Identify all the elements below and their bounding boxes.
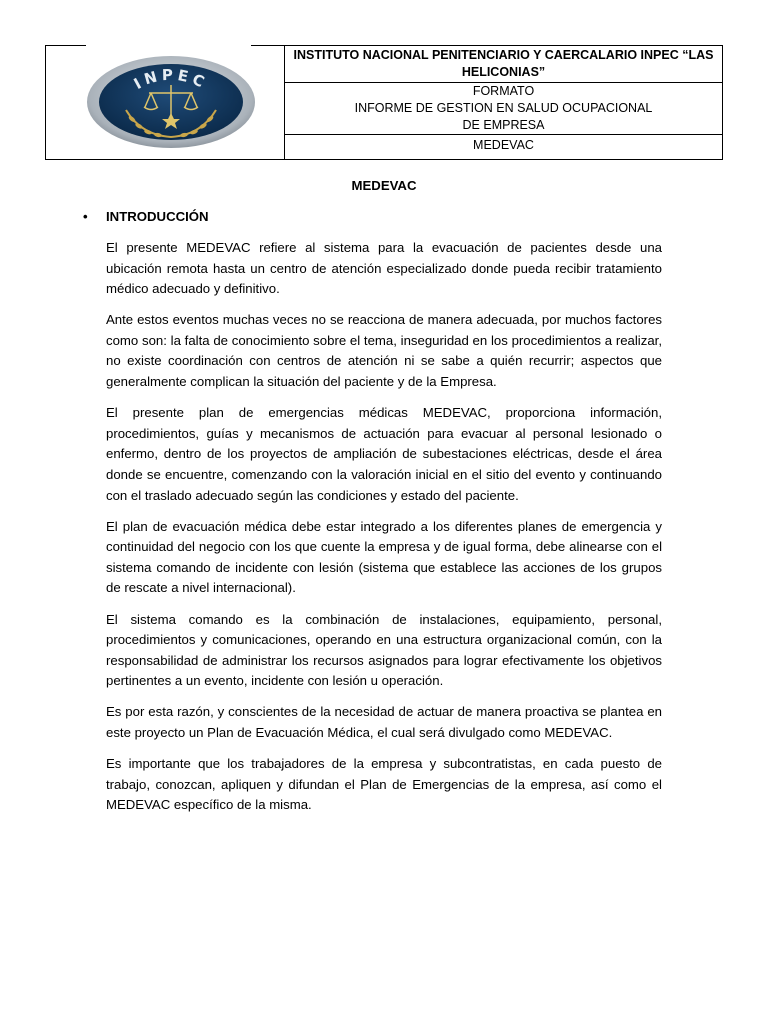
paragraph: El sistema comando es la combinación de instalaciones, equipamiento, personal, procedimientos y comunicaciones, operando en una estructura organizacional común, con la responsabilidad de administrar los recursos asignados para lograr efectivamente los objetivos pertinentes a un evento, incidente con lesión u operación. (106, 611, 662, 689)
paragraph: Es por esta razón, y conscientes de la necesidad de actuar de manera proactiva se plantea en este proyecto un Plan de Evacuación Médica, el cual será divulgado como MEDEVAC. (106, 704, 662, 740)
inpec-logo-icon (86, 55, 256, 149)
document-header (45, 45, 722, 159)
paragraph: El plan de evacuación médica debe estar integrado a los diferentes planes de emergencia y continuidad del negocio con los que cuente la empresa y de igual forma, debe alinearse con el sistema comando de incidente con lesión (sistema que establece las acciones de los grupos de rescate a nivel internacional). (106, 518, 662, 596)
paragraph: El presente MEDEVAC refiere al sistema para la evacuación de pacientes desde una ubicación remota hasta un centro de atención especializado donde pueda recibir tratamiento médico adecuado y definitivo. (106, 240, 662, 297)
format-label: FORMATO (472, 84, 535, 98)
report-title: INFORME DE GESTION EN SALUD OCUPACIONAL (354, 101, 653, 115)
bullet: • (83, 209, 88, 224)
format-cell (285, 83, 722, 135)
section-heading-text: INTRODUCCIÓN (106, 209, 209, 224)
header-info-cells (284, 45, 723, 160)
document-body (83, 176, 662, 826)
header-border (46, 45, 86, 46)
paragraph: El presente plan de emergencias médicas MEDEVAC, proporciona información, procedimientos, guías y mecanismos de actuación para evacuar al personal lesionado o enfermo, dentro de los proyectos de ampliación de subestaciones eléctricas, desde el área donde se encuentre, comenzando con la valoración inicial en el sitio del evento y continuando con el traslado adecuado según las condiciones y estado del paciente. (106, 405, 662, 503)
paragraph: Es importante que los trabajadores de la empresa y subcontratistas, en cada puesto de trabajo, conozcan, apliquen y difundan el Plan de Emergencias de la empresa, así como el MEDEVAC específico de la misma. (106, 756, 662, 813)
document-title: MEDEVAC (351, 178, 417, 193)
logo-cell (45, 45, 285, 160)
report-subtitle: DE EMPRESA (462, 118, 545, 132)
logo-text: INPEC (130, 65, 211, 94)
institution-name: INSTITUTO NACIONAL PENITENCIARIO Y CAERCALARIO INPEC “LAS HELICONIAS” (285, 46, 722, 83)
doc-code: MEDEVAC (473, 138, 534, 152)
paragraph: Ante estos eventos muchas veces no se reacciona de manera adecuada, por muchos factores como son: la falta de conocimiento sobre el tema, inseguridad en los procedimientos a realizar, no existe coordinación con centros de atención ni se sabe a quién recurrir; aspectos que generalmente complican la situación del paciente y de la Empresa. (106, 312, 662, 390)
section-heading (60, 207, 616, 227)
header-border (251, 45, 286, 46)
